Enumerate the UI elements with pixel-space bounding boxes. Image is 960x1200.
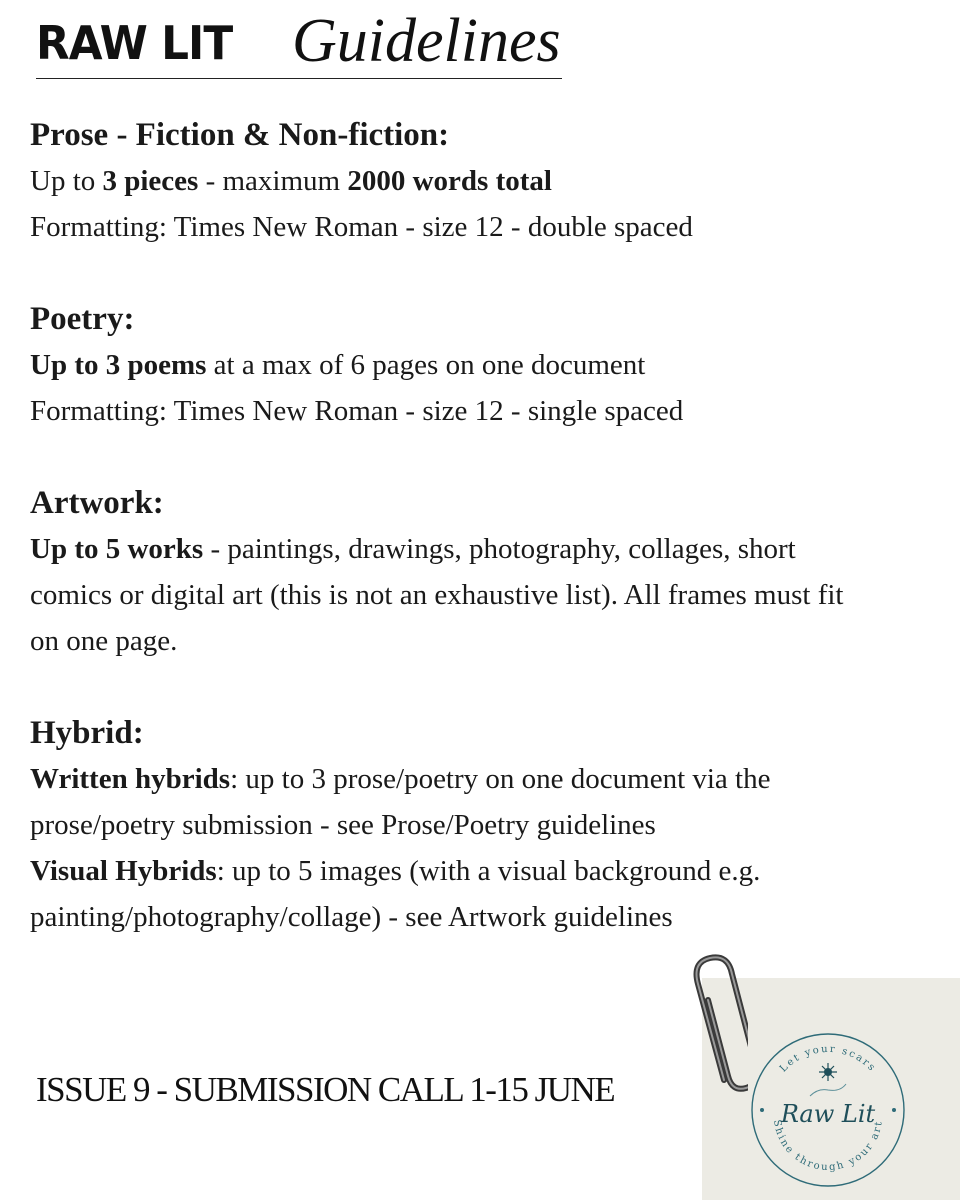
body-text: : up to 5 images (with a visual background e.g. — [216, 855, 761, 887]
emphasis-text: Visual Hybrids — [30, 855, 217, 887]
body-text: on one page. — [30, 625, 178, 657]
sparkle-icon — [819, 1063, 837, 1081]
guideline-line — [30, 204, 930, 250]
guidelines-content — [30, 112, 930, 940]
body-text: at a max of 6 pages on one document — [206, 349, 646, 381]
section-heading: Artwork: — [30, 485, 164, 521]
body-text: - maximum — [198, 165, 348, 197]
emphasis-text: Up to 3 poems — [30, 349, 207, 381]
guideline-line — [30, 756, 930, 802]
logo-dot-left — [760, 1108, 764, 1112]
guideline-line — [30, 894, 930, 940]
section-heading: Prose - Fiction & Non-fiction: — [30, 117, 450, 153]
guideline-section — [30, 480, 930, 664]
body-text: comics or digital art (this is not an exhaustive list). All frames must fit — [30, 579, 844, 611]
body-text: prose/poetry submission - see Prose/Poetry guidelines — [30, 809, 656, 841]
emphasis-text: 3 pieces — [102, 165, 199, 197]
logo-wordmark: Raw Lit — [780, 1100, 876, 1128]
hand-icon — [810, 1084, 846, 1096]
guideline-line — [30, 572, 930, 618]
submission-call-text: ISSUE 9 - SUBMISSION CALL 1-15 JUNE — [36, 1070, 615, 1109]
guideline-line — [30, 158, 930, 204]
header — [36, 6, 566, 86]
body-text: Formatting: Times New Roman - size 12 - double spaced — [30, 211, 693, 243]
body-text: Formatting: Times New Roman - size 12 - single spaced — [30, 395, 684, 427]
guideline-line — [30, 526, 930, 572]
body-text: : up to 3 prose/poetry on one document via the — [230, 763, 771, 795]
emphasis-text: Written hybrids — [30, 763, 231, 795]
emphasis-text: Up to 5 works — [30, 533, 204, 565]
guideline-line — [30, 388, 930, 434]
logo-bottom-arc: Shine through your art — [771, 1119, 885, 1174]
guideline-section — [30, 710, 930, 940]
emphasis-text: 2000 words total — [347, 165, 552, 197]
page-title: Guidelines — [292, 7, 561, 75]
raw-lit-logo — [748, 1030, 908, 1190]
guideline-line — [30, 342, 930, 388]
paperclip-icon — [668, 954, 748, 1104]
guideline-section — [30, 112, 930, 250]
body-text: - paintings, drawings, photography, collages, short — [203, 533, 796, 565]
title-divider — [36, 78, 562, 79]
body-text: Up to — [30, 165, 103, 197]
brand-wordmark: RAW LIT — [36, 16, 233, 70]
guideline-line — [30, 618, 930, 664]
guideline-line — [30, 848, 930, 894]
section-heading: Hybrid: — [30, 715, 144, 751]
guideline-section — [30, 296, 930, 434]
body-text: painting/photography/collage) - see Artwork guidelines — [30, 901, 673, 933]
section-heading: Poetry: — [30, 301, 135, 337]
logo-top-arc: Let your scars — [777, 1043, 879, 1075]
guideline-line — [30, 802, 930, 848]
logo-dot-right — [892, 1108, 896, 1112]
